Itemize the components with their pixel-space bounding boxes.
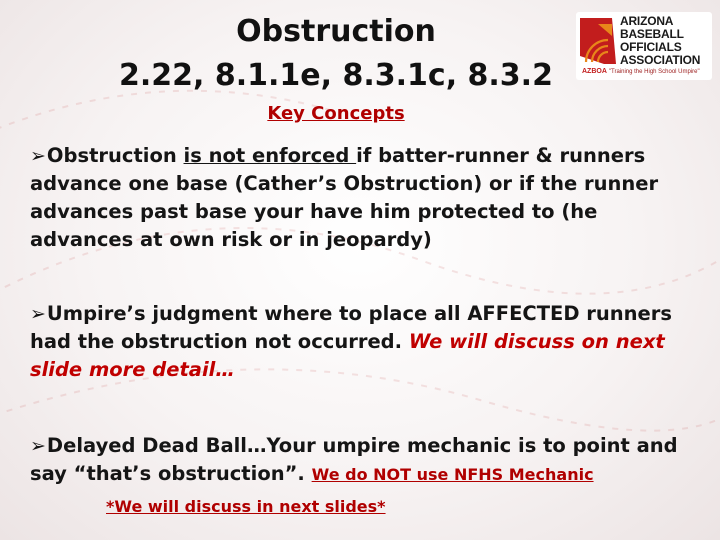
bullet2-red-note: We will discuss on next slide more detail… (30, 330, 665, 381)
bullet1-text-b: if batter-runner & runners advance one base (Cather’s Obstruction) or if the runner advances past base your have him protected to (he advances at own risk or in jeopardy) (30, 144, 659, 251)
logo-text-baseball: BASEBALL (620, 27, 684, 41)
logo-tagline: "Training the High School Umpire" (608, 69, 700, 75)
arrow-bullet-icon: ➢ (30, 435, 46, 457)
logo-text-officials: OFFICIALS (620, 40, 682, 54)
bullet2-text: Umpire’s judgment where to place all AFFECTED runners had the obstruction not occurred. (30, 302, 673, 353)
bullet-delayed-dead-ball (30, 432, 695, 489)
logo-abbr: AZBOA (582, 68, 607, 75)
arrow-bullet-icon: ➢ (30, 303, 46, 325)
bullet3-red-note: We do NOT use NFHS Mechanic (311, 465, 594, 484)
logo-tagline-row (582, 68, 700, 75)
next-slides-note: *We will discuss in next slides* (106, 497, 386, 516)
bullet-obstruction-not-enforced (30, 142, 695, 254)
rule-references: 2.22, 8.1.1e, 8.3.1c, 8.3.2 (119, 58, 553, 93)
arrow-bullet-icon: ➢ (30, 145, 46, 167)
slide-title: Obstruction (236, 14, 436, 49)
logo-text-arizona: ARIZONA (620, 14, 674, 28)
bullet1-underlined: is not enforced (183, 144, 357, 167)
bullet-umpire-judgment (30, 300, 695, 384)
arizona-state-icon (578, 16, 618, 66)
bullet1-text-a: Obstruction (46, 144, 184, 167)
azboa-logo (576, 12, 712, 80)
logo-text-association: ASSOCIATION (620, 53, 701, 67)
key-concepts-heading: Key Concepts (267, 103, 405, 124)
bullet3-text: Delayed Dead Ball…Your umpire mechanic is to point and say “that’s obstruction”. (30, 434, 678, 485)
